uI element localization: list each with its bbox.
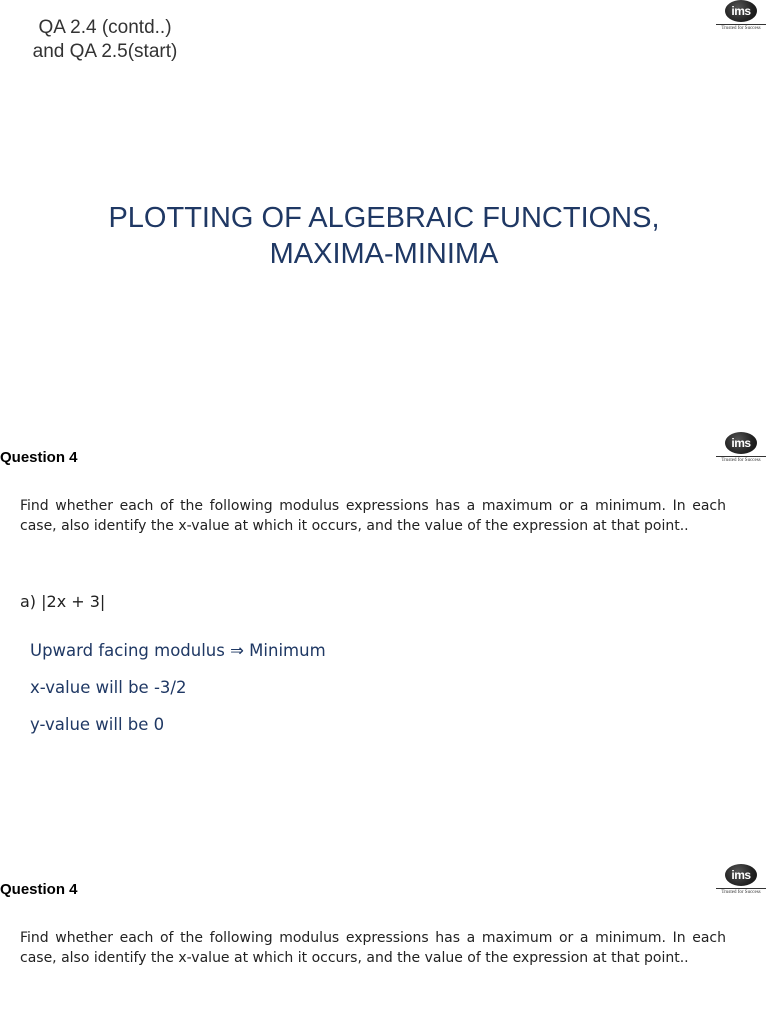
ims-logo	[716, 864, 766, 898]
ims-logo	[716, 0, 766, 34]
question-text: Find whether each of the following modulus expressions has a maximum or a minimum. In each case, also identify the x-value at which it occurs, and the value of the expression at that point..	[20, 498, 726, 534]
ims-logo-tagline: Trusted for Success	[716, 24, 766, 31]
ims-logo-icon: ims	[725, 864, 757, 886]
title-slide	[0, 0, 768, 420]
ims-logo-icon: ims	[725, 0, 757, 22]
answer-line: x-value will be -3/2	[30, 678, 187, 697]
answer-list	[30, 641, 530, 752]
subtitle-line-1: QA 2.4 (contd..)	[38, 17, 172, 38]
slide-subtitle	[20, 16, 190, 64]
ims-logo-tagline: Trusted for Success	[716, 888, 766, 895]
subtitle-line-2: and QA 2.5(start)	[32, 41, 178, 62]
expression-a: a) |2x + 3|	[20, 592, 106, 611]
question-slide-2	[0, 857, 768, 1024]
ims-logo	[716, 432, 766, 466]
answer-line: Upward facing modulus ⇒ Minimum	[30, 641, 326, 660]
ims-logo-tagline: Trusted for Success	[716, 456, 766, 463]
question-label: Question 4	[0, 881, 78, 898]
title-line-2: MAXIMA-MINIMA	[269, 238, 499, 270]
question-text: Find whether each of the following modulus expressions has a maximum or a minimum. In each case, also identify the x-value at which it occurs, and the value of the expression at that point..	[20, 930, 726, 966]
slide-title	[40, 200, 728, 272]
question-label: Question 4	[0, 449, 78, 466]
answer-line: y-value will be 0	[30, 715, 165, 734]
title-line-1: PLOTTING OF ALGEBRAIC FUNCTIONS,	[108, 202, 660, 234]
question-slide-1	[0, 425, 768, 825]
ims-logo-icon: ims	[725, 432, 757, 454]
